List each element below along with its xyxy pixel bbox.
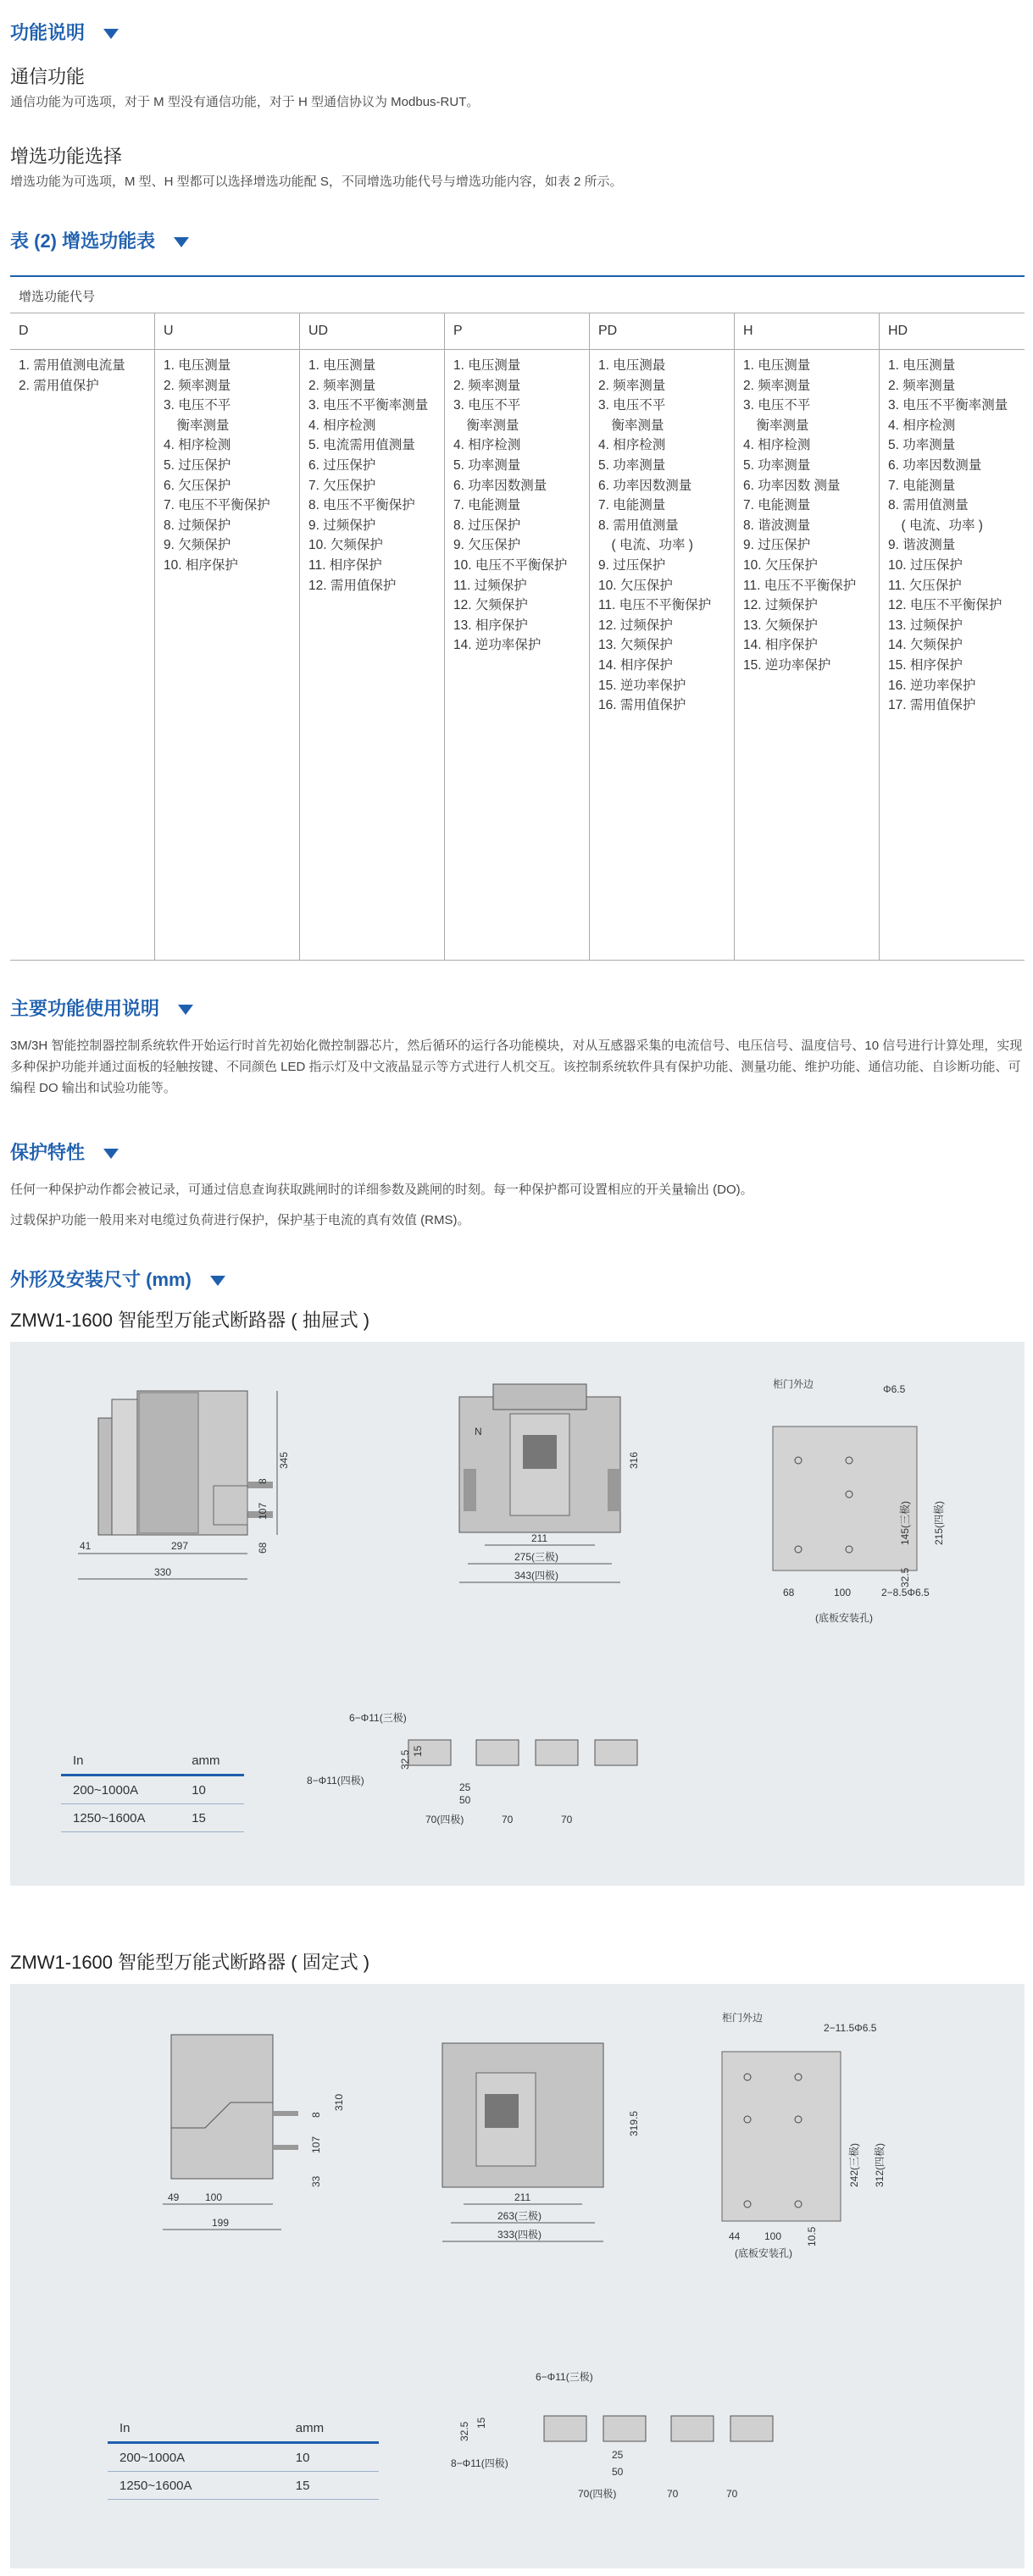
dim-107: 107 xyxy=(310,2136,322,2153)
collapse-triangle-icon[interactable] xyxy=(103,1149,119,1159)
list-item: 6. 功率因数 测量 xyxy=(743,478,841,493)
table-column-pd xyxy=(589,313,735,960)
protection-text-1: 任何一种保护动作都会被记录，可通过信息查询获取跳闸时的详细参数及跳闸的时刻。每一种保护都可设置相应的开关量输出 (DO)。 xyxy=(10,1183,753,1197)
dim-312: 312(四极) xyxy=(874,2142,886,2187)
mini-header-amm: amm xyxy=(284,2414,379,2443)
list-item: 2. 频率测量 xyxy=(164,378,231,393)
base-holes-drawing xyxy=(688,2001,942,2263)
table-column-hd xyxy=(879,313,1025,960)
table-row xyxy=(61,1804,244,1832)
list-item: 1. 电压测量 xyxy=(308,358,376,373)
dim-32-5: 32.5 xyxy=(899,1567,911,1587)
list-item: 11. 过频保护 xyxy=(453,578,527,593)
list-item: 5. 功率测量 xyxy=(598,457,666,473)
dim-70b: 70 xyxy=(726,2488,738,2500)
protection-text-2: 过载保护功能一般用来对电缆过负荷进行保护，保护基于电流的真有效值 (RMS)。 xyxy=(10,1213,470,1227)
dim-70-4p: 70(四极) xyxy=(578,2488,617,2500)
list-item: 2. 频率测量 xyxy=(308,378,376,393)
column-items xyxy=(308,356,428,596)
table-caption-row xyxy=(10,277,1025,313)
list-item: 5. 功率测量 xyxy=(743,457,811,473)
mini-header-amm: amm xyxy=(180,1747,244,1776)
hole-count-4p: 8−Φ11(四极) xyxy=(451,2457,508,2469)
list-item: 7. 电能测量 xyxy=(888,478,956,493)
table-column-p xyxy=(444,313,590,960)
dim-215: 215(四极) xyxy=(933,1500,945,1545)
table-title: 表 (2) 增选功能表 xyxy=(10,227,189,253)
list-item: 12. 过频保护 xyxy=(743,598,818,613)
dim-345: 345 xyxy=(278,1451,290,1469)
list-item: 1. 电压测量 xyxy=(164,358,231,373)
dim-50: 50 xyxy=(459,1794,471,1806)
list-item: 12. 电压不平衡保护 xyxy=(888,598,1002,613)
options-table xyxy=(10,275,1025,961)
list-item: ( 电流、功率 ) xyxy=(888,518,983,533)
column-items xyxy=(453,356,567,656)
column-code: P xyxy=(453,324,463,338)
list-item: 2. 频率测量 xyxy=(743,378,811,393)
dim-242: 242(三极) xyxy=(848,2142,860,2187)
list-item: 11. 相序保护 xyxy=(308,557,382,573)
list-item: 衡率测量 xyxy=(164,418,230,433)
list-item: 11. 电压不平衡保护 xyxy=(743,578,857,593)
dim-310: 310 xyxy=(333,2093,345,2111)
list-item: 9. 过频保护 xyxy=(308,518,376,533)
table-row xyxy=(61,1776,244,1804)
opt-title: 增选功能选择 xyxy=(10,146,123,167)
dim-15: 15 xyxy=(412,1745,424,1757)
list-item: 10. 过压保护 xyxy=(888,557,963,573)
door-edge-label: 柜门外边 xyxy=(773,1378,814,1390)
column-code: H xyxy=(743,324,753,338)
comm-title: 通信功能 xyxy=(10,66,86,87)
list-item: 4. 相序检测 xyxy=(164,438,231,453)
dim-44: 44 xyxy=(729,2230,741,2242)
list-item: 4. 相序检测 xyxy=(743,438,811,453)
dim-333: 333(四极) xyxy=(497,2229,542,2241)
table-column-h xyxy=(734,313,880,960)
list-item: 8. 电压不平衡保护 xyxy=(308,498,415,513)
dim-8: 8 xyxy=(257,1478,269,1484)
list-item: ( 电流、功率 ) xyxy=(598,538,693,553)
list-item: 衡率测量 xyxy=(743,418,809,433)
fixed-type-drawing xyxy=(10,1984,1025,2568)
list-item: 4. 相序检测 xyxy=(598,438,666,453)
list-item: 1. 电压测量 xyxy=(743,358,811,373)
holes-label: 2−11.5Φ6.5 xyxy=(824,2022,877,2034)
section-heading-function: 功能说明 xyxy=(10,19,119,45)
column-items xyxy=(743,356,856,676)
column-code: D xyxy=(19,324,29,338)
dim-343: 343(四极) xyxy=(514,1570,559,1582)
list-item: 8. 需用值测量 xyxy=(888,498,969,513)
list-item: 衡率测量 xyxy=(598,418,664,433)
list-item: 13. 欠频保护 xyxy=(598,638,673,653)
list-item: 4. 相序检测 xyxy=(453,438,521,453)
dim-199: 199 xyxy=(212,2217,230,2229)
dim-32-5: 32.5 xyxy=(399,1749,411,1770)
base-holes-caption: (底板安装孔) xyxy=(735,2247,792,2259)
main-func-text: 3M/3H 智能控制器控制系统软件开始运行时首先初始化微控制器芯片，然后循环的运行各功能模块，对从互感器采集的电流信号、电压信号、温度信号、10 信号进行计算处理，实现多种保护功能并通过面板的轻触按键、不同颜色 LED 指示灯及中文液晶显示等方式进行人机交互。该控制系统软件具有保护功能、测量功能、维护功能、通信功能、自诊断功能、可编程 DO 输出和试验功能等。 xyxy=(10,1039,1023,1095)
collapse-triangle-icon[interactable] xyxy=(178,1005,193,1015)
terminal-view-drawing xyxy=(434,2365,824,2534)
hole-count-3p: 6−Φ11(三极) xyxy=(536,2371,593,2383)
list-item: 13. 欠频保护 xyxy=(743,618,818,633)
dim-297: 297 xyxy=(171,1540,189,1552)
list-item: 6. 功率因数测量 xyxy=(888,457,982,473)
list-item: 9. 谐波测量 xyxy=(888,538,956,553)
list-item: 7. 电能测量 xyxy=(453,498,521,513)
list-item: 6. 功率因数测量 xyxy=(453,478,547,493)
list-item: 10. 欠压保护 xyxy=(598,578,673,593)
table-cell: 15 xyxy=(284,2472,379,2500)
base-holes-drawing xyxy=(739,1367,993,1630)
hole-count-4p: 8−Φ11(四极) xyxy=(307,1775,364,1787)
list-item: 2. 频率测量 xyxy=(598,378,666,393)
list-item: 10. 欠压保护 xyxy=(743,557,818,573)
list-item: 8. 需用值测量 xyxy=(598,518,679,533)
dim-263: 263(三极) xyxy=(497,2210,542,2222)
list-item: 13. 过频保护 xyxy=(888,618,963,633)
list-item: 10. 电压不平衡保护 xyxy=(453,557,568,573)
list-item: 2. 需用值保护 xyxy=(19,378,99,393)
main-func-heading: 主要功能使用说明 xyxy=(10,994,193,1021)
list-item: 衡率测量 xyxy=(453,418,519,433)
column-items xyxy=(598,356,711,716)
list-item: 1. 电压测量 xyxy=(888,358,956,373)
list-item: 2. 频率测量 xyxy=(888,378,956,393)
column-items xyxy=(164,356,270,576)
list-item: 11. 电压不平衡保护 xyxy=(598,598,712,613)
dim-70b: 70 xyxy=(561,1814,573,1825)
dim-8: 8 xyxy=(310,2112,322,2118)
list-item: 3. 电压不平 xyxy=(164,398,231,413)
dim-316: 316 xyxy=(628,1451,640,1469)
base-holes-caption: (底板安装孔) xyxy=(815,1612,873,1624)
dim-41: 41 xyxy=(80,1540,92,1552)
protection-heading: 保护特性 xyxy=(10,1138,119,1165)
list-item: 3. 电压不平 xyxy=(598,398,666,413)
list-item: 16. 逆功率保护 xyxy=(888,678,976,693)
dimension-heading: 外形及安装尺寸 (mm) xyxy=(10,1266,225,1292)
list-item: 16. 需用值保护 xyxy=(598,698,686,713)
column-items xyxy=(19,356,125,396)
list-item: 4. 相序检测 xyxy=(308,418,376,433)
side-view-drawing xyxy=(112,2018,392,2263)
list-item: 15. 相序保护 xyxy=(888,657,963,673)
list-item: 14. 欠频保护 xyxy=(888,638,963,653)
list-item: 3. 电压不平衡率测量 xyxy=(308,398,429,413)
list-item: 7. 电能测量 xyxy=(743,498,811,513)
collapse-triangle-icon[interactable] xyxy=(174,237,189,247)
table-column-d xyxy=(10,313,154,960)
table-cell: 10 xyxy=(180,1776,244,1804)
holes-label: 2−8.5Φ6.5 xyxy=(881,1587,930,1598)
list-item: 14. 逆功率保护 xyxy=(453,638,541,653)
list-item: 9. 欠压保护 xyxy=(453,538,521,553)
dim-211: 211 xyxy=(514,2191,531,2203)
dim-25: 25 xyxy=(459,1781,471,1793)
terminal-view-drawing xyxy=(256,1706,730,1867)
dim-70-4p: 70(四极) xyxy=(425,1814,464,1825)
column-code: PD xyxy=(598,324,618,338)
dim-32-5: 32.5 xyxy=(458,2421,470,2441)
dim-15: 15 xyxy=(475,2417,487,2429)
dim-68: 68 xyxy=(257,1542,269,1554)
dim-330: 330 xyxy=(154,1566,172,1578)
dim-319-5: 319.5 xyxy=(628,2110,640,2136)
list-item: 12. 需用值保护 xyxy=(308,578,397,593)
list-item: 10. 相序保护 xyxy=(164,557,238,573)
side-view-drawing xyxy=(44,1376,417,1621)
column-code: U xyxy=(164,324,174,338)
table-column-ud xyxy=(299,313,445,960)
list-item: 2. 频率测量 xyxy=(453,378,521,393)
table-cell: 10 xyxy=(284,2443,379,2472)
list-item: 1. 电压测量 xyxy=(453,358,521,373)
dim-107: 107 xyxy=(257,1502,269,1520)
list-item: 7. 欠压保护 xyxy=(308,478,376,493)
list-item: 9. 过压保护 xyxy=(743,538,811,553)
column-code: HD xyxy=(888,324,908,338)
dim-100: 100 xyxy=(834,1587,852,1598)
neutral-label: N xyxy=(475,1426,482,1438)
table-cell: 1250~1600A xyxy=(108,2472,284,2500)
dim-70: 70 xyxy=(667,2488,679,2500)
front-view-drawing xyxy=(417,2009,688,2263)
list-item: 5. 过压保护 xyxy=(164,457,231,473)
list-item: 15. 逆功率保护 xyxy=(598,678,686,693)
list-item: 6. 功率因数测量 xyxy=(598,478,692,493)
list-item: 7. 电压不平衡保护 xyxy=(164,498,270,513)
comm-text: 通信功能为可选项，对于 M 型没有通信功能，对于 H 型通信协议为 Modbus-RUT。 xyxy=(10,95,480,109)
dim-145: 145(三极) xyxy=(899,1500,911,1545)
terminal-thickness-table xyxy=(108,2414,379,2500)
dim-70: 70 xyxy=(502,1814,514,1825)
table-cell: 15 xyxy=(180,1804,244,1832)
list-item: 10. 欠频保护 xyxy=(308,538,383,553)
fig2-title: ZMW1-1600 智能型万能式断路器 ( 固定式 ) xyxy=(10,1952,370,1973)
list-item: 5. 功率测量 xyxy=(453,457,521,473)
list-item: 5. 功率测量 xyxy=(888,438,956,453)
opt-text: 增选功能为可选项，M 型、H 型都可以选择增选功能配 S，不同增选功能代号与增选功能内容，如表 2 所示。 xyxy=(10,175,623,189)
list-item: 8. 过频保护 xyxy=(164,518,231,533)
list-item: 3. 电压不平衡率测量 xyxy=(888,398,1008,413)
table-caption: 增选功能代号 xyxy=(19,290,96,304)
column-items xyxy=(888,356,1008,716)
list-item: 13. 相序保护 xyxy=(453,618,528,633)
list-item: 9. 欠频保护 xyxy=(164,538,231,553)
fig1-title: ZMW1-1600 智能型万能式断路器 ( 抽屉式 ) xyxy=(10,1310,370,1331)
table-row xyxy=(108,2443,379,2472)
list-item: 4. 相序检测 xyxy=(888,418,956,433)
terminal-thickness-table xyxy=(61,1747,244,1832)
dim-100b: 100 xyxy=(764,2230,782,2242)
drawer-type-drawing xyxy=(10,1342,1025,1886)
dim-10-5: 10.5 xyxy=(806,2226,818,2246)
front-view-drawing xyxy=(434,1376,688,1621)
table-column-u xyxy=(154,313,300,960)
list-item: 1. 电压测最 xyxy=(598,358,666,373)
list-item: 7. 电能测量 xyxy=(598,498,666,513)
dim-211: 211 xyxy=(531,1532,548,1544)
list-item: 1. 需用值测电流量 xyxy=(19,358,125,373)
table-cell: 1250~1600A xyxy=(61,1804,180,1832)
table-cell: 200~1000A xyxy=(108,2443,284,2472)
column-code: UD xyxy=(308,324,329,338)
table-cell: 200~1000A xyxy=(61,1776,180,1804)
mini-header-in: In xyxy=(108,2414,284,2443)
dim-33: 33 xyxy=(310,2175,322,2187)
list-item: 11. 欠压保护 xyxy=(888,578,962,593)
dim-68b: 68 xyxy=(783,1587,795,1598)
list-item: 9. 过压保护 xyxy=(598,557,666,573)
dim-25: 25 xyxy=(612,2449,624,2461)
list-item: 6. 过压保护 xyxy=(308,457,376,473)
list-item: 15. 逆功率保护 xyxy=(743,657,831,673)
mini-header-in: In xyxy=(61,1747,180,1776)
collapse-triangle-icon[interactable] xyxy=(210,1276,225,1286)
list-item: 8. 过压保护 xyxy=(453,518,521,533)
dim-49: 49 xyxy=(168,2191,180,2203)
door-edge-label: 柜门外边 xyxy=(722,2012,764,2024)
dim-100: 100 xyxy=(205,2191,223,2203)
list-item: 5. 电流需用值测量 xyxy=(308,438,415,453)
table-row xyxy=(108,2472,379,2500)
list-item: 14. 相序保护 xyxy=(598,657,673,673)
list-item: 12. 欠频保护 xyxy=(453,598,528,613)
dim-275: 275(三极) xyxy=(514,1551,559,1563)
list-item: 12. 过频保护 xyxy=(598,618,673,633)
collapse-triangle-icon[interactable] xyxy=(103,29,119,39)
dim-50: 50 xyxy=(612,2466,624,2478)
list-item: 17. 需用值保护 xyxy=(888,698,976,713)
list-item: 14. 相序保护 xyxy=(743,638,818,653)
list-item: 3. 电压不平 xyxy=(453,398,521,413)
list-item: 8. 谐波测量 xyxy=(743,518,811,533)
list-item: 6. 欠压保护 xyxy=(164,478,231,493)
hole-diameter-label: Φ6.5 xyxy=(883,1383,906,1395)
hole-count-3p: 6−Φ11(三极) xyxy=(349,1712,407,1724)
list-item: 3. 电压不平 xyxy=(743,398,811,413)
